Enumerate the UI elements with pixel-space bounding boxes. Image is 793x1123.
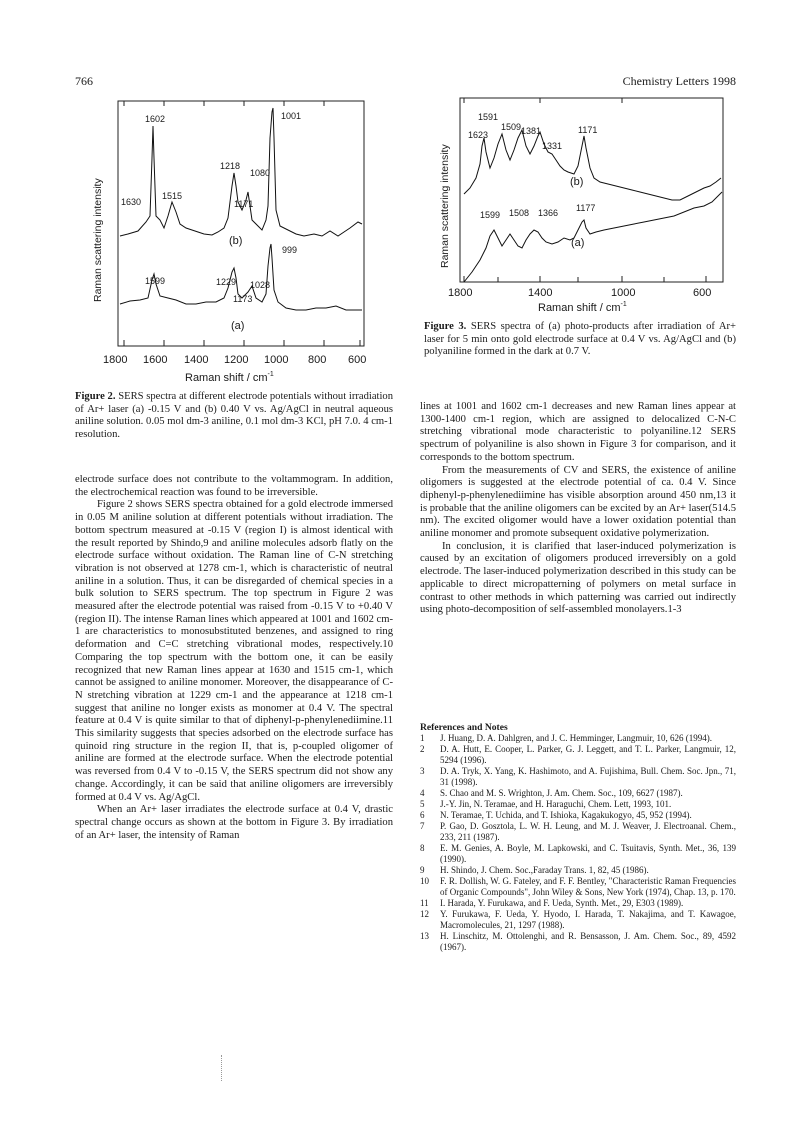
peak-label: 1381	[521, 126, 542, 136]
reference-item: 9 H. Shindo, J. Chem. Soc.,Faraday Trans. 1, 82, 45 (1986).	[420, 865, 649, 875]
page-number: 766	[75, 74, 93, 88]
peak-label: 1602	[145, 114, 166, 124]
reference-item: 12 Y. Furukawa, F. Ueda, Y. Hyodo, I. Harada, T. Nakajima, and T. Kawagoe, Macromolecules, 21, 1297 (1988).	[420, 909, 736, 930]
figure-3-plot	[428, 90, 728, 315]
peak-label: 1028	[250, 280, 271, 290]
left-column-text	[75, 474, 393, 842]
peak-label: 1509	[501, 122, 522, 132]
paragraph: lines at 1001 and 1602 cm-1 decreases and new Raman lines appear at 1300-1400 cm-1 region, which are assigned to delocalized C-N-C stretching vibrational mode characteristic to polyaniline.12 SERS spectrum of polyaniline is also shown in Figure 3 for comparison, and it corresponds to the bottom spectrum.	[420, 401, 736, 463]
peak-label: 1591	[478, 112, 499, 122]
references-title: References and Notes	[420, 722, 508, 733]
peak-label: 1630	[121, 197, 142, 207]
peak-label: 999	[282, 245, 298, 255]
x-tick-label: 1600	[143, 354, 168, 366]
peak-label: 1177	[576, 203, 596, 213]
x-tick-label: 1800	[448, 287, 473, 299]
reference-item: 4 S. Chao and M. S. Wrighton, J. Am. Chem. Soc., 109, 6627 (1987).	[420, 788, 683, 798]
reference-item: 2 D. A. Hutt, E. Cooper, L. Parker, G. J. Leggett, and T. L. Parker, Langmuir, 12, 5294 (1996).	[420, 744, 736, 765]
x-tick-label: 600	[348, 354, 367, 366]
reference-item: 6 N. Teramae, T. Uchida, and T. Ishioka, Kagakukogyo, 45, 952 (1994).	[420, 810, 692, 820]
paragraph: In conclusion, it is clarified that laser-induced polymerization is caused by an excitation of oligomers produced irreversibly on a gold electrode. The laser-induced polymerization described in this study can be applicable to direct micropatterning of polymers on metal surface in contrast to other methods in which patterning was carried out indirectly using photo-decomposition of self-assembled monolayers.1-3	[420, 540, 736, 616]
y-axis-label: Raman scattering intensity	[439, 144, 451, 268]
x-axis-label: Raman shift / $cm^{-1}$	[185, 371, 274, 384]
x-tick-label: 1400	[184, 354, 209, 366]
reference-item: 1 J. Huang, D. A. Dahlgren, and J. C. Hemminger, Langmuir, 10, 626 (1994).	[420, 733, 712, 743]
peak-label: 1171	[578, 125, 598, 135]
scan-artifact-line	[221, 1055, 223, 1081]
x-tick-label: 1000	[611, 287, 636, 299]
peak-label: 1366	[538, 208, 559, 218]
figure-2-caption: Figure 2. SERS spectra at different electrode potentials without irradiation of Ar+ laser (a) -0.15 V and (b) 0.40 V vs. Ag/AgCl in neutral aqueous aniline solution. 0.05 mol dm-3 aniline, 0.1 mol dm-3 KCl, pH 7.0. 4 cm-1 resolution.	[75, 391, 393, 440]
reference-item: 5 J.-Y. Jin, N. Teramae, and H. Haraguchi, Chem. Lett, 1993, 101.	[420, 799, 672, 809]
x-tick-label: 1000	[264, 354, 289, 366]
peak-label: 1080	[250, 168, 271, 178]
peak-label: 1171	[234, 199, 254, 209]
paragraph: Figure 2 shows SERS spectra obtained for a gold electrode immersed in 0.05 M aniline solution at different potentials without irradiation. The bottom spectrum measured at -0.15 V (region I) is almost identical with the result reported by Shindo,9 and aniline molecules adsorb flatly on the electrode surface without oxidation. The Raman line of C-N stretching vibration is not observed at 1278 cm-1, which is characteristic of neutral aniline in a solution. Thus, it can be disregarded of chemical species in a bulk solution to SERS spectrum. The top spectrum in Figure 2 was measured after the electrode potential was raised from -0.15 V to +0.40 V (region II). The intense Raman lines which appeared at 1001 and 1602 cm-1 are characteristics to monosubstituted benzenes, and assigned to ring deformation and C=C stretching vibrational modes, respectively.10 Comparing the top spectrum with the bottom one, it can be easily recognized that new Raman lines appear at 1630 and 1515 cm-1, which cannot be assigned to aniline monomer. Moreover, the disappearance of C-N stretching vibration at 1229 cm-1 and the appearance at 1218 cm-1 suggest that aniline no longer exists as monomer at 0.4 V. The spectral feature at 0.4 V is quite similar to that of diphenyl-p-phenylenediimine.11 This similarity suggests that species adsorbed on the electrode surface has quinoid ring structure in the region II, that is, p-coupled oligomer of aniline are formed at the electrode surface. When the electrode potential was reversed from 0.4 V to -0.15 V, the SERS spectrum did not show any change. Accordingly, it can be said that aniline oligomers are irreversibly formed at 0.4 V vs. Ag/AgCl.	[75, 499, 393, 803]
references-list	[420, 733, 736, 953]
y-axis-label: Raman scattering intensity	[92, 178, 104, 302]
peak-label: 1515	[162, 191, 183, 201]
paragraph: electrode surface does not contribute to the voltammogram. In addition, the electrochemical reaction was found to be irreversible.	[75, 474, 393, 498]
spectrum-label-b: (b)	[229, 235, 243, 247]
spectrum-label-a: (a)	[231, 320, 245, 332]
peak-label: 1331	[542, 141, 563, 151]
reference-item: 13 H. Linschitz, M. Ottolenghi, and R. Bensasson, J. Am. Chem. Soc., 89, 4592 (1967).	[420, 931, 736, 952]
peak-label: 1173	[233, 294, 253, 304]
peak-label: 1508	[509, 208, 530, 218]
spectrum-label-a: (a)	[571, 237, 585, 249]
peak-label: 1599	[480, 210, 501, 220]
right-column-text	[420, 401, 736, 617]
x-tick-label: 1800	[103, 354, 128, 366]
x-ticks	[124, 101, 360, 346]
reference-item: 3 D. A. Tryk, X. Yang, K. Hashimoto, and A. Fujishima, Bull. Chem. Soc. Jpn., 71, 31 (1998).	[420, 766, 736, 787]
x-tick-label: 1200	[224, 354, 249, 366]
figure-3-caption: Figure 3. SERS spectra of (a) photo-products after irradiation of Ar+ laser for 5 min onto gold electrode surface at 0.4 V vs. Ag/AgCl and (b) polyaniline formed in the dark at 0.7 V.	[424, 321, 736, 358]
paragraph: When an Ar+ laser irradiates the electrode surface at 0.4 V, drastic spectral change occurs as shown at the bottom in Figure 3. By irradiation of an Ar+ laser, the intensity of Raman	[75, 804, 393, 841]
peak-label: 1001	[281, 111, 302, 121]
peak-label: 1623	[468, 130, 489, 140]
spectrum-b	[120, 108, 362, 236]
references-section	[420, 722, 736, 953]
paragraph: From the measurements of CV and SERS, the existence of aniline oligomers is suggested at the electrode potential of ca. 0.4 V. Since diphenyl-p-phenylenediimine has visible absorption around 450 nm,13 it is probable that the aniline oligomers can be excited by an Ar+ laser(514.5 nm). The excited oligomer would have a lower oxidation potential than aniline monomer and promote subsequent oxidative polymerization.	[420, 464, 736, 540]
journal-name: Chemistry Letters 1998	[622, 74, 736, 88]
x-tick-label: 1400	[528, 287, 553, 299]
reference-item: 10 F. R. Dollish, W. G. Fateley, and F. F. Bentley, "Characteristic Raman Frequencies of Organic Compounds", John Wiley & Sons, New York (1974), Chap. 13, p. 170.	[420, 876, 736, 897]
reference-item: 7 P. Gao, D. Gosztola, L. W. H. Leung, and M. J. Weaver, J. Electroanal. Chem., 233, 211 (1987).	[420, 821, 736, 842]
peak-label: 1599	[145, 276, 166, 286]
figure-2-plot	[78, 98, 378, 388]
spectrum-label-b: (b)	[570, 176, 584, 188]
plot-frame	[118, 101, 364, 346]
x-tick-label: 800	[308, 354, 327, 366]
x-tick-label: 600	[693, 287, 712, 299]
peak-label: 1229	[216, 277, 237, 287]
x-axis-label: Raman shift / $cm^{-1}$	[538, 301, 627, 314]
reference-item: 8 E. M. Genies, A. Boyle, M. Lapkowski, and C. Tsuitavis, Synth. Met., 36, 139 (1990).	[420, 843, 736, 864]
peak-label: 1218	[220, 161, 241, 171]
spectrum-b	[464, 130, 721, 200]
reference-item: 11 I. Harada, Y. Furukawa, and F. Ueda, Synth. Met., 29, E303 (1989).	[420, 898, 684, 908]
